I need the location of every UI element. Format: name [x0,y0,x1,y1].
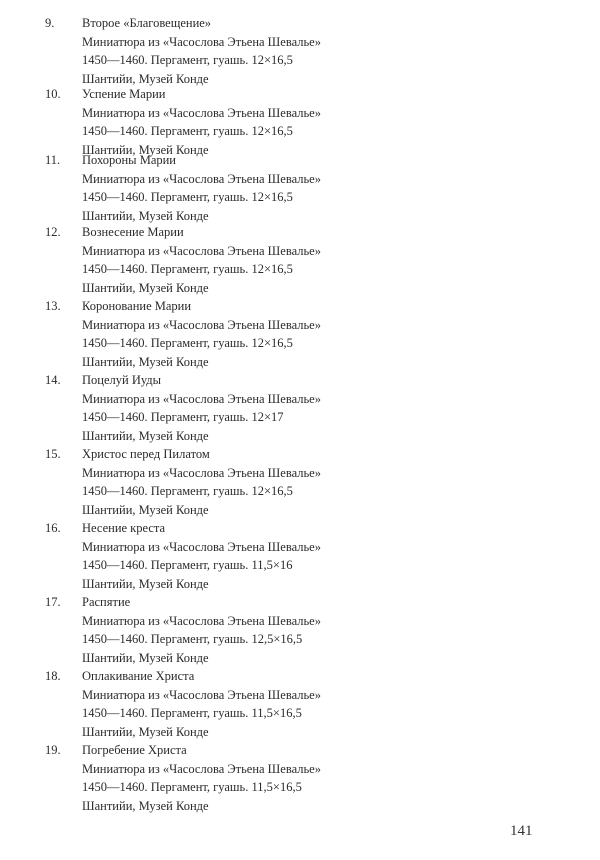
entry-location: Шантийи, Музей Конде [82,428,209,443]
entry-title: Несение креста [82,521,166,535]
entry-number: 17. [45,595,61,609]
entry-location: Шантийи, Музей Конде [82,724,209,739]
entry-details: 1450—1460. Пергамент, гуашь. 12×16,5 [82,336,293,350]
entry-location: Шантийи, Музей Конде [82,502,209,517]
entry-location: Шантийи, Музей Конде [82,354,209,369]
entry-source: Миниатюра из «Часослова Этьена Шевалье» [82,539,321,554]
entry-source: Миниатюра из «Часослова Этьена Шевалье» [82,171,321,186]
entry-location: Шантийи, Музей Конде [82,280,209,295]
entry-details: 1450—1460. Пергамент, гуашь. 12×16,5 [82,190,293,204]
entry-source: Миниатюра из «Часослова Этьена Шевалье» [82,34,321,49]
entry-details: 1450—1460. Пергамент, гуашь. 12×16,5 [82,484,293,498]
entry-number: 19. [45,743,61,757]
entry-source: Миниатюра из «Часослова Этьена Шевалье» [82,687,321,702]
entry-title: Вознесение Марии [82,225,184,239]
entry-number: 18. [45,669,61,683]
entry-source: Миниатюра из «Часослова Этьена Шевалье» [82,613,321,628]
entry-location: Шантийи, Музей Конде [82,576,209,591]
entry-source: Миниатюра из «Часослова Этьена Шевалье» [82,391,321,406]
entry-location: Шантийи, Музей Конде [82,208,209,223]
entry-source: Миниатюра из «Часослова Этьена Шевалье» [82,243,321,258]
entry-source: Миниатюра из «Часослова Этьена Шевалье» [82,317,321,332]
entry-number: 16. [45,521,61,535]
entry-details: 1450—1460. Пергамент, гуашь. 11,5×16,5 [82,706,302,720]
entry-number: 12. [45,225,61,239]
entry-details: 1450—1460. Пергамент, гуашь. 12×16,5 [82,53,293,67]
entry-title: Оплакивание Христа [82,669,195,683]
entry-title: Второе «Благовещение» [82,16,212,30]
entry-location: Шантийи, Музей Конде [82,142,209,157]
entry-details: 1450—1460. Пергамент, гуашь. 11,5×16,5 [82,780,302,794]
entry-source: Миниатюра из «Часослова Этьена Шевалье» [82,465,321,480]
entry-location: Шантийи, Музей Конде [82,650,209,665]
entry-title: Погребение Христа [82,743,187,757]
entry-details: 1450—1460. Пергамент, гуашь. 12×16,5 [82,262,293,276]
entry-number: 14. [45,373,61,387]
entry-details: 1450—1460. Пергамент, гуашь. 12,5×16,5 [82,632,303,646]
entry-location: Шантийи, Музей Конде [82,71,209,86]
entry-source: Миниатюра из «Часослова Этьена Шевалье» [82,761,321,776]
entry-title: Христос перед Пилатом [82,447,210,461]
entry-title: Похороны Марии [82,153,176,167]
entry-title: Коронование Марии [82,299,192,313]
entry-title: Поцелуй Иуды [82,373,162,387]
entry-number: 9. [45,16,55,30]
entry-title: Успение Марии [82,87,166,101]
entry-details: 1450—1460. Пергамент, гуашь. 12×17 [82,410,284,424]
entry-number: 11. [45,153,61,167]
entry-source: Миниатюра из «Часослова Этьена Шевалье» [82,105,321,120]
entry-title: Распятие [82,595,131,609]
entry-location: Шантийи, Музей Конде [82,798,209,813]
entry-number: 13. [45,299,61,313]
entry-details: 1450—1460. Пергамент, гуашь. 11,5×16 [82,558,293,572]
entry-details: 1450—1460. Пергамент, гуашь. 12×16,5 [82,124,293,138]
page-number: 141 [510,823,533,839]
entry-number: 15. [45,447,61,461]
entry-number: 10. [45,87,61,101]
